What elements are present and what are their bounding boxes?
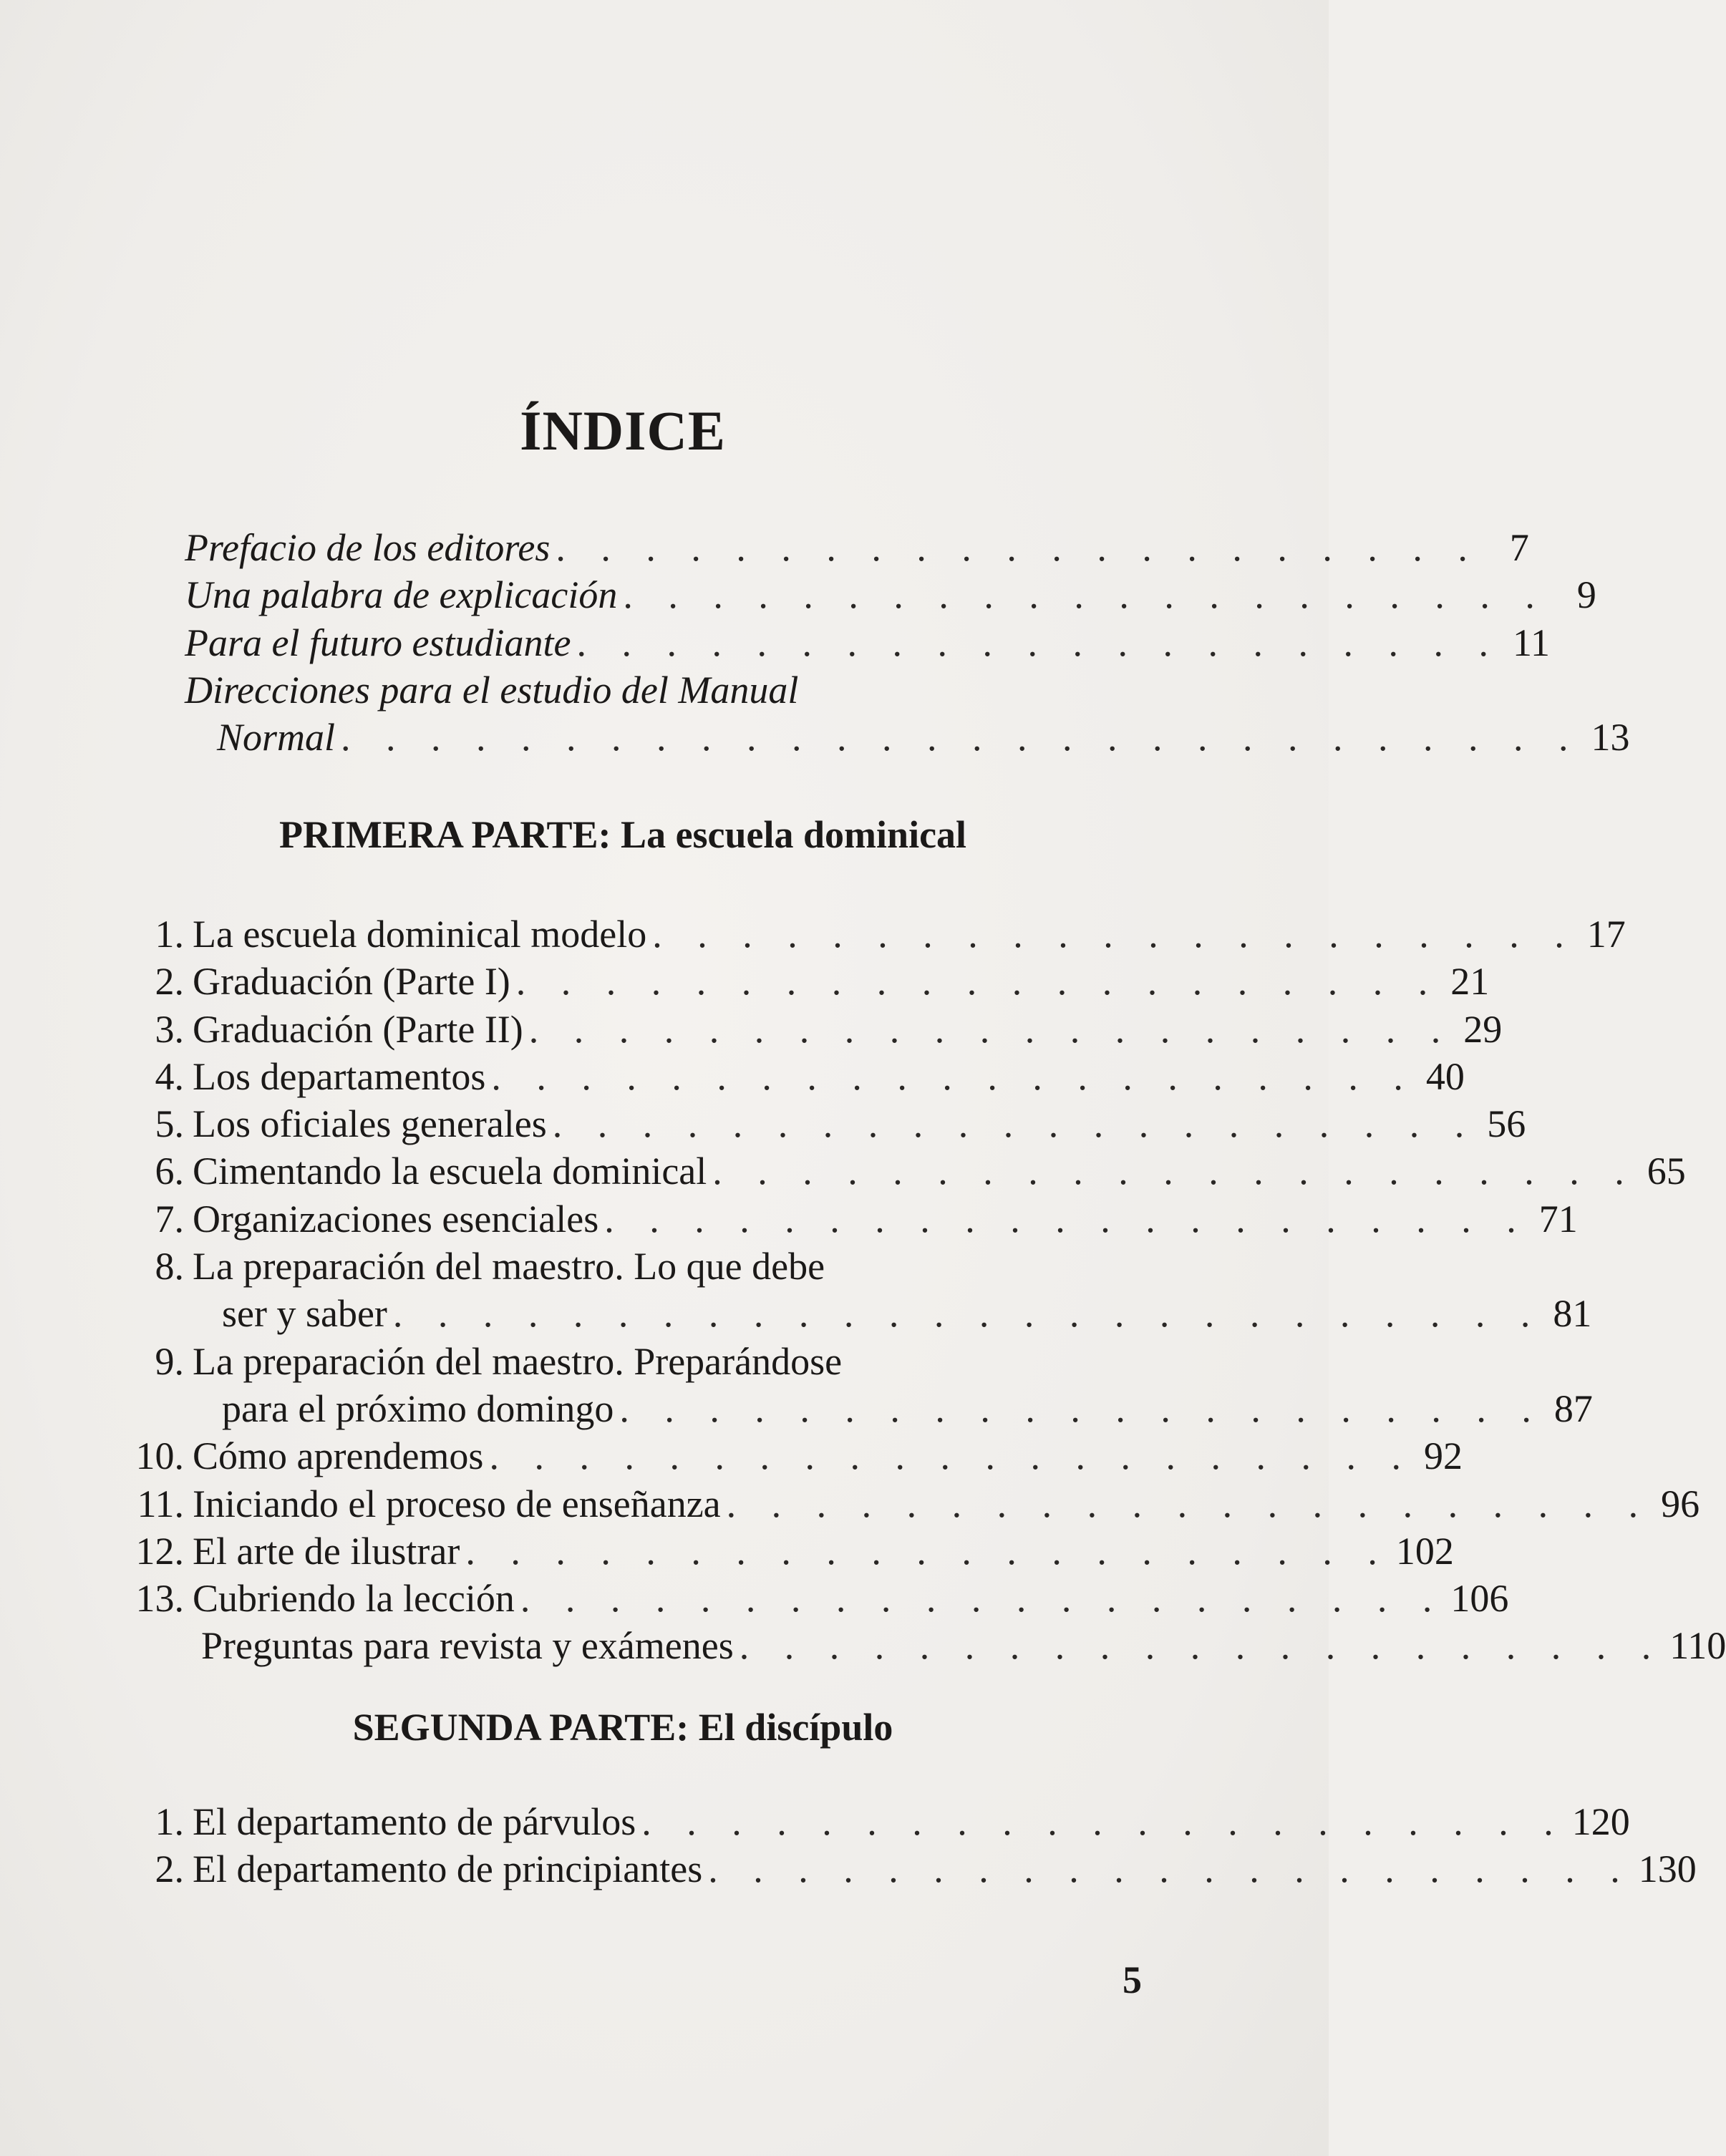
toc-entry <box>125 1845 1697 1893</box>
toc-entry-continuation <box>125 1290 1592 1337</box>
entry-label: Una palabra de explicación <box>185 573 618 617</box>
entry-label: Los departamentos <box>193 1054 486 1098</box>
entry-number: 10. <box>135 1434 184 1478</box>
entry-number: 3. <box>155 1007 184 1051</box>
entry-page: 87 <box>1553 1387 1593 1430</box>
entry-label: Iniciando el proceso de enseñanza <box>193 1482 721 1525</box>
entry-page: 13 <box>1591 716 1630 759</box>
entry-page: 106 <box>1450 1577 1509 1621</box>
entry-label: La escuela dominical modelo <box>193 913 647 956</box>
entry-number: 2. <box>155 960 184 1004</box>
entry-number: 6. <box>155 1150 184 1193</box>
part1-label: PRIMERA PARTE: <box>278 813 611 856</box>
part2-heading <box>0 1705 1246 1749</box>
dot-leader: . . . . . . . . . . . . . . . . . . . . . <box>520 1577 1445 1621</box>
toc-entry <box>125 1243 1117 1290</box>
toc-entry <box>125 1480 1700 1528</box>
entry-label: Graduación (Parte II) <box>193 1007 523 1051</box>
toc-entry <box>125 1147 1686 1195</box>
entry-label: Prefacio de los editores <box>185 526 551 569</box>
entry-page: 71 <box>1538 1197 1578 1240</box>
entry-label: La preparación del maestro. Lo que debe <box>193 1245 825 1288</box>
entry-page: 120 <box>1571 1800 1630 1843</box>
entry-page: 81 <box>1553 1292 1592 1336</box>
toc-entry <box>125 1528 1454 1575</box>
toc-entry <box>125 1100 1526 1147</box>
dot-leader: . . . . . . . . . . . . . . . . . . . . . . . . . . . . <box>341 716 1581 759</box>
entry-number: 1. <box>155 1800 184 1843</box>
dot-leader: . . . . . . . . . . . . . . . . . . . . . <box>552 1102 1478 1146</box>
entry-number: 11. <box>137 1482 184 1525</box>
entry-page: 110 <box>1669 1624 1726 1668</box>
entry-label: Los oficiales generales <box>193 1102 547 1146</box>
toc-entry <box>125 1798 1630 1845</box>
entry-page: 29 <box>1463 1007 1503 1051</box>
entry-page: 130 <box>1638 1847 1697 1891</box>
toc-entry <box>125 1432 1463 1480</box>
toc-entry <box>125 524 1529 571</box>
toc-entry <box>125 571 1596 618</box>
dot-leader: . . . . . . . . . . . . . . . . . . . . . <box>491 1054 1416 1098</box>
part1-list <box>125 911 1726 1670</box>
entry-page: 92 <box>1423 1434 1463 1478</box>
dot-leader: . . . . . . . . . . . . . . . . . . . . . <box>652 913 1577 956</box>
entry-label-cont: para el próximo domingo <box>222 1387 614 1430</box>
toc-entry <box>125 1006 1503 1053</box>
part2-list <box>125 1798 1697 1893</box>
dot-leader: . . . . . . . . . . . . . . . . . . . . . <box>489 1434 1414 1478</box>
entry-number: 2. <box>155 1847 184 1891</box>
toc-entry <box>125 1622 1726 1669</box>
entry-page: 11 <box>1512 621 1550 664</box>
entry-page: 7 <box>1509 526 1529 569</box>
entry-label: Cimentando la escuela dominical <box>193 1150 707 1193</box>
entry-number: 1. <box>155 913 184 956</box>
entry-label: Organizaciones esenciales <box>193 1197 599 1240</box>
entry-page: 9 <box>1576 573 1596 617</box>
part1-heading <box>0 812 1246 857</box>
entry-label: Para el futuro estudiante <box>185 621 571 664</box>
dot-leader: . . . . . . . . . . . . . . . . . . . . . <box>619 1387 1544 1430</box>
dot-leader: . . . . . . . . . . . . . . . . . . . . . <box>528 1007 1454 1051</box>
entry-page: 96 <box>1661 1482 1700 1525</box>
toc-entry <box>125 666 1117 714</box>
toc-entry <box>125 958 1490 1005</box>
entry-label: Cubriendo la lección <box>193 1577 515 1621</box>
entry-label: El arte de ilustrar <box>193 1529 460 1573</box>
entry-label-cont: Normal <box>217 716 336 759</box>
toc-entry <box>125 1053 1465 1100</box>
dot-leader: . . . . . . . . . . . . . . . . . . . . . <box>641 1800 1566 1843</box>
entry-label: Cómo aprendemos <box>193 1434 484 1478</box>
entry-page: 40 <box>1425 1054 1465 1098</box>
entry-label: La preparación del maestro. Preparándose <box>193 1339 843 1383</box>
dot-leader: . . . . . . . . . . . . . . . . . . . . . <box>726 1482 1652 1525</box>
entry-number: 12. <box>135 1529 184 1573</box>
dot-leader: . . . . . . . . . . . . . . . . . . . . . <box>739 1624 1664 1668</box>
dot-leader: . . . . . . . . . . . . . . . . . . . . . <box>515 960 1441 1004</box>
entry-number: 5. <box>155 1102 184 1146</box>
dot-leader: . . . . . . . . . . . . . . . . . . . . . <box>708 1847 1633 1891</box>
entry-page: 56 <box>1487 1102 1526 1146</box>
entry-page: 17 <box>1586 913 1626 956</box>
part1-subtitle: La escuela dominical <box>621 813 967 856</box>
toc-entry <box>125 1195 1578 1243</box>
dot-leader: . . . . . . . . . . . . . . . . . . . . . <box>604 1197 1529 1240</box>
toc-entry-continuation <box>125 1385 1593 1432</box>
entry-label-cont: ser y saber <box>222 1292 387 1336</box>
entry-number: 8. <box>155 1245 184 1288</box>
toc-entry <box>125 619 1550 666</box>
entry-label: El departamento de párvulos <box>193 1800 636 1843</box>
dot-leader: . . . . . . . . . . . . . . . . . . . . . <box>712 1150 1637 1193</box>
toc-entry-continuation <box>125 714 1630 761</box>
front-matter-list <box>125 524 1630 761</box>
part2-subtitle: El discípulo <box>698 1706 893 1749</box>
toc-entry <box>125 1338 1117 1385</box>
dot-leader: . . . . . . . . . . . . . . . . . . . . . <box>465 1529 1390 1573</box>
entry-label: Direcciones para el estudio del Manual <box>185 668 799 712</box>
dot-leader: . . . . . . . . . . . . . . . . . . . . . <box>576 621 1501 664</box>
page-title: ÍNDICE <box>520 399 726 462</box>
entry-label: Preguntas para revista y exámenes <box>201 1624 734 1668</box>
entry-page: 21 <box>1450 960 1490 1004</box>
entry-number: 4. <box>155 1054 184 1098</box>
dot-leader: . . . . . . . . . . . . . . . . . . . . . <box>556 526 1480 569</box>
entry-label: Graduación (Parte I) <box>193 960 510 1004</box>
dot-leader: . . . . . . . . . . . . . . . . . . . . . <box>623 573 1548 617</box>
entry-page: 65 <box>1647 1150 1686 1193</box>
toc-entry <box>125 1575 1509 1622</box>
entry-number: 7. <box>155 1197 184 1240</box>
entry-number: 9. <box>155 1339 184 1383</box>
entry-number: 13. <box>135 1577 184 1621</box>
entry-label: El departamento de principiantes <box>193 1847 703 1891</box>
part2-label: SEGUNDA PARTE: <box>352 1706 689 1749</box>
dot-leader: . . . . . . . . . . . . . . . . . . . . . . . . . . <box>392 1292 1543 1336</box>
toc-entry <box>125 911 1626 958</box>
entry-page: 102 <box>1395 1529 1454 1573</box>
page-number: 5 <box>1123 1958 1142 2001</box>
